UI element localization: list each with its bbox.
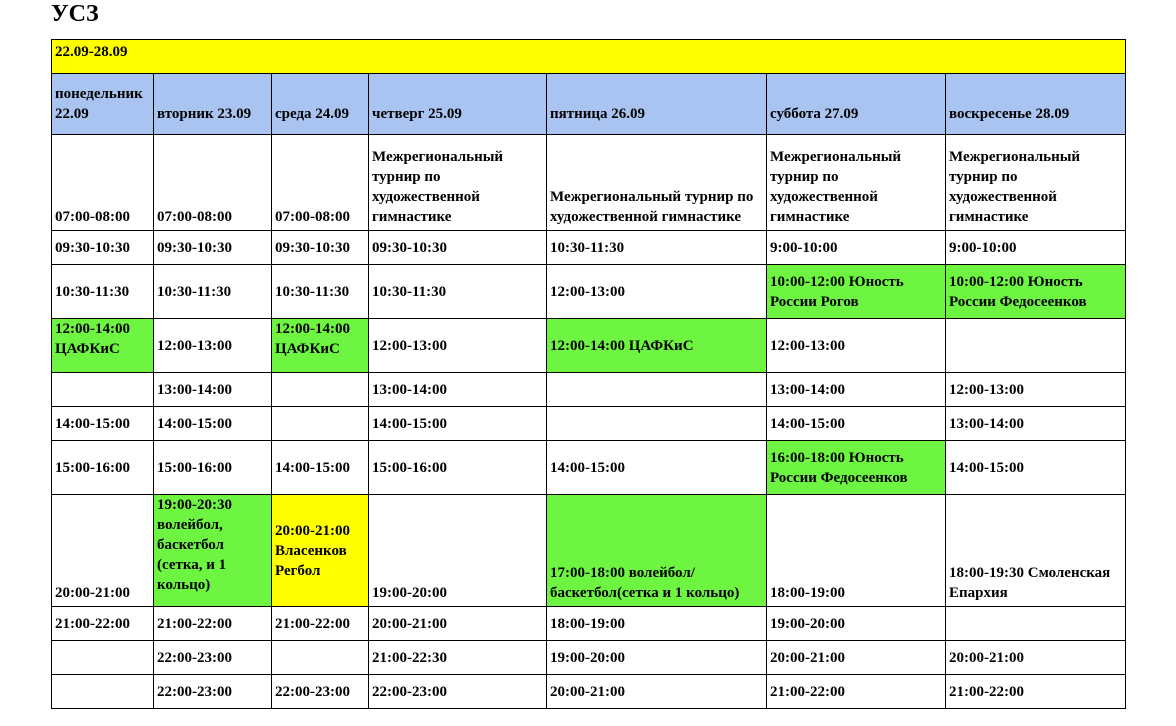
table-row xyxy=(52,675,1126,709)
table-cell: 10:30-11:30 xyxy=(547,231,767,265)
table-cell: 19:00-20:00 xyxy=(369,495,547,607)
table-cell: 14:00-15:00 xyxy=(767,407,946,441)
table-cell: 13:00-14:00 xyxy=(369,373,547,407)
table-cell: 09:30-10:30 xyxy=(154,231,272,265)
table-cell: 18:00-19:30 Смоленская Епархия xyxy=(946,495,1126,607)
table-cell: 19:00-20:00 xyxy=(767,607,946,641)
table-cell: 9:00-10:00 xyxy=(767,231,946,265)
event-cell: 12:00-14:00 ЦАФКиС xyxy=(547,319,767,373)
table-row xyxy=(52,135,1126,231)
table-cell: 18:00-19:00 xyxy=(767,495,946,607)
table-cell: 10:30-11:30 xyxy=(52,265,154,319)
table-cell: 22:00-23:00 xyxy=(272,675,369,709)
day-header-wed: среда 24.09 xyxy=(272,74,369,135)
table-cell: 10:30-11:30 xyxy=(369,265,547,319)
table-cell: 20:00-21:00 xyxy=(369,607,547,641)
table-cell xyxy=(52,675,154,709)
table-cell: 22:00-23:00 xyxy=(154,675,272,709)
table-cell: 14:00-15:00 xyxy=(272,441,369,495)
table-cell: 12:00-13:00 xyxy=(154,319,272,373)
table-cell: 18:00-19:00 xyxy=(547,607,767,641)
schedule-table xyxy=(51,39,1126,709)
event-cell: 10:00-12:00 Юность России Федосеенков xyxy=(946,265,1126,319)
table-cell: 20:00-21:00 xyxy=(52,495,154,607)
table-row xyxy=(52,641,1126,675)
table-cell: 20:00-21:00 xyxy=(946,641,1126,675)
table-cell: 21:00-22:00 xyxy=(767,675,946,709)
days-header-row xyxy=(52,74,1126,135)
table-cell: 20:00-21:00 xyxy=(767,641,946,675)
day-header-mon: понедельник 22.09 xyxy=(52,74,154,135)
day-header-sat: суббота 27.09 xyxy=(767,74,946,135)
table-row xyxy=(52,319,1126,373)
table-cell: 12:00-13:00 xyxy=(369,319,547,373)
table-cell: 14:00-15:00 xyxy=(946,441,1126,495)
table-row xyxy=(52,441,1126,495)
event-cell: 17:00-18:00 волейбол/ баскетбол(сетка и 1 кольцо) xyxy=(547,495,767,607)
table-row xyxy=(52,607,1126,641)
table-cell: 10:30-11:30 xyxy=(154,265,272,319)
table-cell: 21:00-22:00 xyxy=(946,675,1126,709)
table-row xyxy=(52,231,1126,265)
table-cell: 13:00-14:00 xyxy=(154,373,272,407)
table-cell xyxy=(272,407,369,441)
week-row xyxy=(52,40,1126,74)
table-cell xyxy=(52,641,154,675)
table-cell xyxy=(547,373,767,407)
table-row xyxy=(52,407,1126,441)
table-cell: 14:00-15:00 xyxy=(52,407,154,441)
event-cell: 19:00-20:30 волейбол, баскетбол (сетка, и 1 кольцо) xyxy=(154,495,272,607)
table-cell: 12:00-13:00 xyxy=(767,319,946,373)
day-header-fri: пятница 26.09 xyxy=(547,74,767,135)
table-cell: 09:30-10:30 xyxy=(369,231,547,265)
table-cell: 07:00-08:00 xyxy=(52,135,154,231)
table-cell xyxy=(946,319,1126,373)
table-cell: Межрегиональный турнир по художественной гимнастике xyxy=(767,135,946,231)
table-cell: 22:00-23:00 xyxy=(369,675,547,709)
table-cell: 07:00-08:00 xyxy=(272,135,369,231)
table-cell: 21:00-22:00 xyxy=(52,607,154,641)
table-cell: 14:00-15:00 xyxy=(369,407,547,441)
table-cell: 12:00-13:00 xyxy=(946,373,1126,407)
table-cell: 10:30-11:30 xyxy=(272,265,369,319)
table-cell: 14:00-15:00 xyxy=(154,407,272,441)
table-cell xyxy=(52,373,154,407)
event-cell: 16:00-18:00 Юность России Федосеенков xyxy=(767,441,946,495)
page-title: УСЗ xyxy=(51,1,99,27)
table-cell: 14:00-15:00 xyxy=(547,441,767,495)
table-cell xyxy=(946,607,1126,641)
event-cell: 10:00-12:00 Юность России Рогов xyxy=(767,265,946,319)
table-cell: 13:00-14:00 xyxy=(946,407,1126,441)
table-cell: 07:00-08:00 xyxy=(154,135,272,231)
table-cell: 15:00-16:00 xyxy=(52,441,154,495)
table-cell: 22:00-23:00 xyxy=(154,641,272,675)
table-row xyxy=(52,265,1126,319)
table-cell xyxy=(547,407,767,441)
table-cell: 19:00-20:00 xyxy=(547,641,767,675)
table-cell xyxy=(272,641,369,675)
day-header-thu: четверг 25.09 xyxy=(369,74,547,135)
table-cell: Межрегиональный турнир по художественной гимнастике xyxy=(369,135,547,231)
table-cell: Межрегиональный турнир по художественной гимнастике xyxy=(946,135,1126,231)
table-cell: Межрегиональный турнир по художественной гимнастике xyxy=(547,135,767,231)
event-cell: 12:00-14:00 ЦАФКиС xyxy=(272,319,369,373)
table-cell: 09:30-10:30 xyxy=(52,231,154,265)
table-cell: 21:00-22:00 xyxy=(272,607,369,641)
table-row xyxy=(52,373,1126,407)
table-cell: 15:00-16:00 xyxy=(154,441,272,495)
event-cell: 12:00-14:00 ЦАФКиС xyxy=(52,319,154,373)
week-range: 22.09-28.09 xyxy=(52,40,1126,74)
table-cell xyxy=(272,373,369,407)
table-cell: 9:00-10:00 xyxy=(946,231,1126,265)
table-cell: 12:00-13:00 xyxy=(547,265,767,319)
day-header-sun: воскресенье 28.09 xyxy=(946,74,1126,135)
table-cell: 21:00-22:00 xyxy=(154,607,272,641)
table-row xyxy=(52,495,1126,607)
table-cell: 20:00-21:00 xyxy=(547,675,767,709)
day-header-tue: вторник 23.09 xyxy=(154,74,272,135)
table-cell: 21:00-22:30 xyxy=(369,641,547,675)
table-cell: 15:00-16:00 xyxy=(369,441,547,495)
event-cell: 20:00-21:00 Власенков Регбол xyxy=(272,495,369,607)
table-cell: 13:00-14:00 xyxy=(767,373,946,407)
table-cell: 09:30-10:30 xyxy=(272,231,369,265)
